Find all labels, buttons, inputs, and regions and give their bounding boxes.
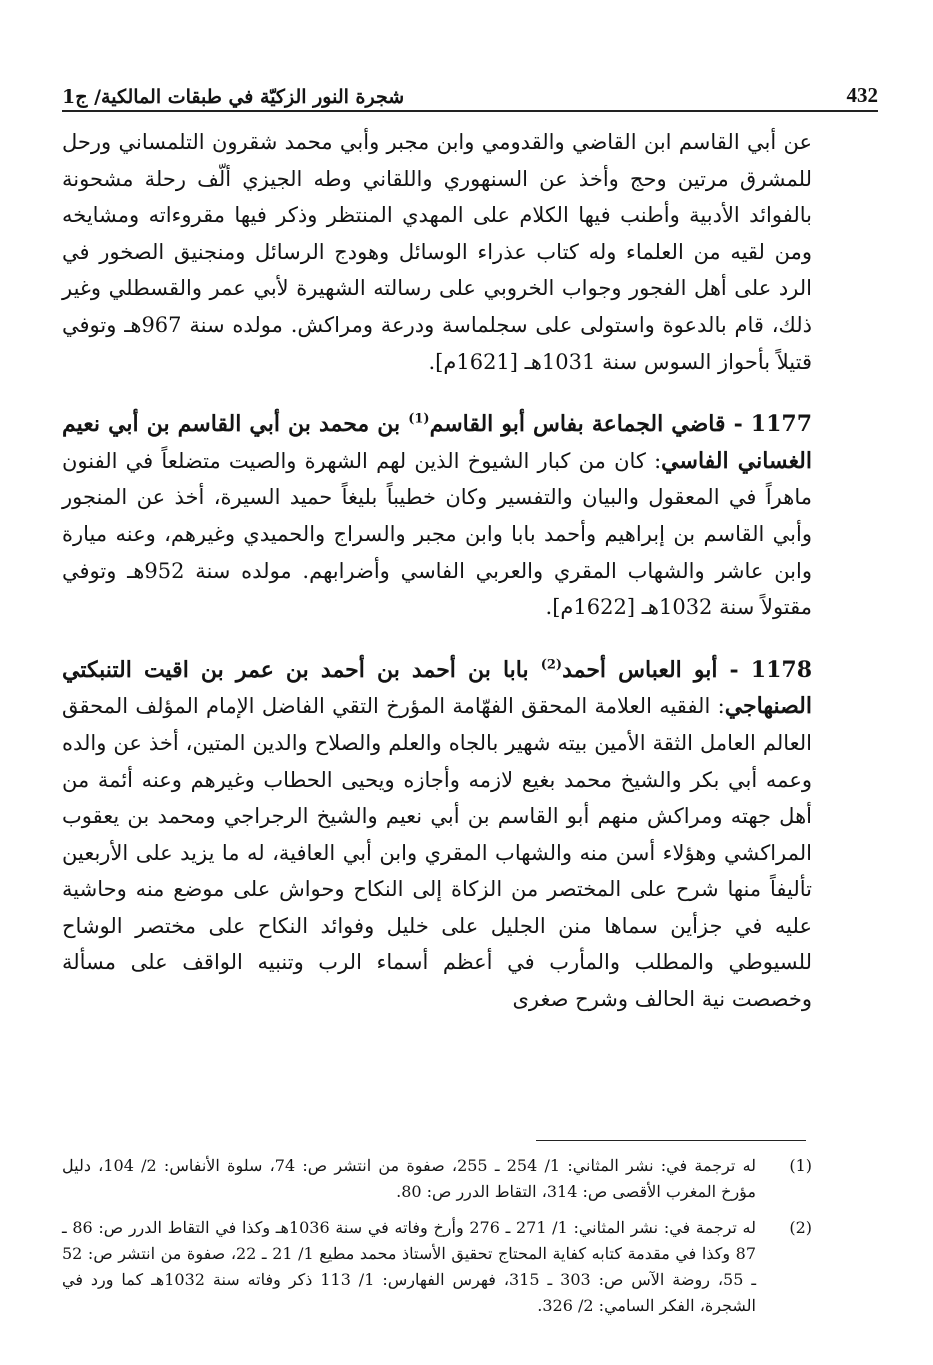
entry-heading-start: 1177 - قاضي الجماعة بفاس أبو القاسم: [429, 411, 812, 438]
footnote-2: [62, 1215, 812, 1319]
entry-heading-end: بابا بن أحمد بن أحمد بن عمر بن اقيت التنبكتي الصنهاجي: [62, 656, 812, 720]
main-text: [62, 124, 812, 1018]
footnote-number: (2): [789, 1218, 812, 1237]
footnote-number: (1): [789, 1156, 812, 1175]
page-number: 432: [846, 83, 878, 107]
entry-text: : كان من كبار الشيوخ الذين لهم الشهرة والصيت متضلعاً في الفنون ماهراً في المعقول والبيان والتفسير وكان خطيباً بليغاً حميد السيرة، أخذ عن المنجور وأبي القاسم بن إبراهيم وأحمد بابا وابن مجبر والسراج والحميدي وغيرهم، وعنه ميارة وابن عاشر والشهاب المقري والعربي الفاسي وأضرابهم. مولده سنة 952هـ وتوفي مقتولاً سنة 1032هـ [1622م].: [62, 448, 812, 620]
footnote-text: له ترجمة في: نشر المثاني: 1/ 254 ـ 255، صفوة من انتشر ص: 74، سلوة الأنفاس: 2/ 104، دليل مؤرخ المغرب الأقصى ص: 314، التقاط الدرر ص: 80.: [62, 1156, 757, 1201]
footnotes: [62, 1153, 812, 1329]
page-header: [62, 62, 878, 108]
header-divider: [62, 110, 878, 112]
intro-paragraph: عن أبي القاسم ابن القاضي والقدومي وابن مجبر وأبي محمد شقرون التلمساني ورحل للمشرق مرتين وحج وأخذ عن السنهوري واللقاني وطه الجيزي ألّف رحلة مشحونة بالفوائد الأدبية وأطنب فيها الكلام على المهدي المنتظر وذكر فيها مقروءاته ومشايخه ومن لقيه من العلماء وله كتاب عذراء الوسائل وهودج الرسائل ومنجنيق الصخور في الرد على أهل الفجور وجواب الخروبي على رسالته الشهيرة لأبي عمر والقسطلي وغير ذلك، قام بالدعوة واستولى على سجلماسة ودرعة ومراكش. مولده سنة 967هـ وتوفي قتيلاً بأحواز السوس سنة 1031هـ [1621م].: [62, 130, 813, 374]
entry-1178: [62, 652, 812, 1018]
entry-heading-end: بن محمد بن أبي القاسم بن أبي نعيم الغساني الفاسي: [62, 411, 812, 474]
running-title: شجرة النور الزكيّة في طبقات المالكية/ ج1: [62, 86, 405, 108]
footnote-ref: (1): [408, 411, 430, 427]
entry-text: : الفقيه العلامة المحقق الفهّامة المؤرخ التقي الفاضل الإمام المؤلف المحقق العالم العامل الثقة الأمين بيته شهير بالجاه والعلم والصلاح والدين المتين، أخذ عن والده وعمه أبي بكر والشيخ محمد بغيع لازمه وأجازه ويحيى الحطاب وغيرهم وعنه أئمة من أهل جهته ومراكش منهم أبو القاسم بن أبي نعيم والشيخ الرجراجي ومحمد بن يعقوب المراكشي وهؤلاء أسن منه والشهاب المقري وابن أبي العافية، له ما يزيد على الأربعين تأليفاً منها شرح على المختصر من الزكاة إلى النكاح وحواش على موضع منه وحاشية عليه في جزأين سماها منن الجليل على خليل وفوائد النكاح على مختصر الوشاح للسيوطي والمطلب والمأرب في أعظم أسماء الرب وتنبيه الواقف على مسألة وخصصت نية الحالف وشرح صغرى: [62, 694, 812, 1012]
footnote-divider: [536, 1140, 806, 1141]
footnote-ref: (2): [540, 657, 563, 673]
footnote-text: له ترجمة في: نشر المثاني: 1/ 271 ـ 276 وأرخ وفاته في سنة 1036هـ وكذا في التقاط الدرر ص: 86 ـ 87 وكذا في مقدمة كتابه كفاية المحتاج تحقيق الأستاذ محمد مطيع 1/ 21 ـ 22، صفوة من انتشر ص: 52 ـ 55، روضة الآس ص: 303 ـ 315، فهرس الفهارس: 1/ 113 ذكر وفاته سنة 1032هـ كما ورد في الشجرة، الفكر السامي: 2/ 326.: [62, 1218, 757, 1315]
entry-1177: [62, 406, 812, 626]
footnote-1: [62, 1153, 812, 1205]
entry-heading-start: 1178 - أبو العباس أحمد: [562, 656, 812, 683]
